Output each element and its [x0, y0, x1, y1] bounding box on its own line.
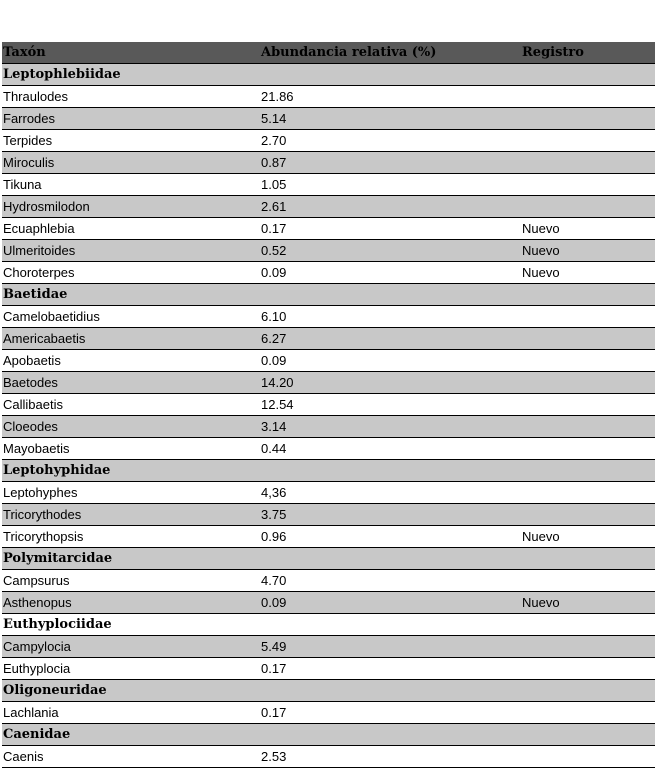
- table-row: [2, 174, 655, 196]
- family-row: [2, 548, 655, 570]
- taxon-cell: Asthenopus: [3, 595, 72, 610]
- abundance-cell: 0.09: [261, 265, 287, 280]
- abundance-cell: 2.70: [261, 133, 287, 148]
- table-row: [2, 108, 655, 130]
- abundance-cell: 5.49: [261, 639, 287, 654]
- taxon-cell: Choroterpes: [3, 265, 75, 280]
- abundance-cell: 0.96: [261, 529, 287, 544]
- abundance-cell: 0.87: [261, 155, 287, 170]
- table-row: [2, 526, 655, 548]
- taxon-cell: Oligoneuridae: [3, 683, 107, 698]
- taxon-cell: Mayobaetis: [3, 441, 70, 456]
- record-cell: Nuevo: [522, 529, 560, 544]
- family-row: [2, 64, 655, 86]
- taxon-cell: Leptophlebiidae: [3, 67, 121, 82]
- taxon-cell: Baetidae: [3, 287, 68, 302]
- table-row: [2, 438, 655, 460]
- abundance-cell: 0.44: [261, 441, 287, 456]
- table-row: [2, 328, 655, 350]
- abundance-table: [2, 42, 655, 768]
- taxon-cell: Miroculis: [3, 155, 55, 170]
- abundance-cell: 0.09: [261, 595, 287, 610]
- abundance-cell: 3.75: [261, 507, 287, 522]
- taxon-cell: Euthyplociidae: [3, 617, 112, 632]
- abundance-cell: 6.10: [261, 309, 287, 324]
- abundance-cell: 5.14: [261, 111, 287, 126]
- record-cell: Nuevo: [522, 265, 560, 280]
- table-row: [2, 218, 655, 240]
- table-body: [2, 64, 655, 768]
- abundance-cell: 0.17: [261, 221, 287, 236]
- table-row: [2, 306, 655, 328]
- taxon-cell: Terpides: [3, 133, 53, 148]
- taxon-cell: Cloeodes: [3, 419, 58, 434]
- family-row: [2, 614, 655, 636]
- family-row: [2, 724, 655, 746]
- taxon-cell: Callibaetis: [3, 397, 63, 412]
- header-abundance: Abundancia relativa (%): [261, 45, 437, 60]
- abundance-cell: 2.53: [261, 749, 287, 764]
- abundance-cell: 4,36: [261, 485, 287, 500]
- taxon-cell: Lachlania: [3, 705, 59, 720]
- abundance-cell: 0.52: [261, 243, 287, 258]
- record-cell: Nuevo: [522, 595, 560, 610]
- taxon-cell: Ecuaphlebia: [3, 221, 75, 236]
- family-row: [2, 680, 655, 702]
- abundance-cell: 0.09: [261, 353, 287, 368]
- abundance-cell: 12.54: [261, 397, 294, 412]
- family-row: [2, 284, 655, 306]
- abundance-cell: 1.05: [261, 177, 287, 192]
- table-row: [2, 702, 655, 724]
- taxon-cell: Euthyplocia: [3, 661, 71, 676]
- table-row: [2, 372, 655, 394]
- taxon-cell: Caenis: [3, 749, 44, 764]
- family-row: [2, 460, 655, 482]
- header-record: Registro: [522, 45, 584, 60]
- taxon-cell: Leptohyphes: [3, 485, 78, 500]
- table-row: [2, 592, 655, 614]
- table-row: [2, 570, 655, 592]
- table-row: [2, 130, 655, 152]
- table-row: [2, 196, 655, 218]
- record-cell: Nuevo: [522, 221, 560, 236]
- taxon-cell: Farrodes: [3, 111, 56, 126]
- taxon-cell: Caenidae: [3, 727, 71, 742]
- taxon-cell: Baetodes: [3, 375, 58, 390]
- abundance-cell: 2.61: [261, 199, 287, 214]
- taxon-cell: Americabaetis: [3, 331, 86, 346]
- abundance-cell: 21.86: [261, 89, 294, 104]
- table-row: [2, 240, 655, 262]
- table-row: [2, 416, 655, 438]
- header-taxon: Taxón: [3, 45, 46, 60]
- table-row: [2, 152, 655, 174]
- taxon-cell: Tikuna: [3, 177, 42, 192]
- abundance-cell: 14.20: [261, 375, 294, 390]
- taxon-cell: Polymitarcidae: [3, 551, 113, 566]
- table-row: [2, 394, 655, 416]
- table-row: [2, 746, 655, 768]
- taxon-cell: Campsurus: [3, 573, 70, 588]
- abundance-cell: 0.17: [261, 661, 287, 676]
- taxon-cell: Tricorythopsis: [3, 529, 84, 544]
- taxon-cell: Tricorythodes: [3, 507, 82, 522]
- taxon-cell: Apobaetis: [3, 353, 61, 368]
- table-row: [2, 86, 655, 108]
- record-cell: Nuevo: [522, 243, 560, 258]
- taxon-cell: Leptohyphidae: [3, 463, 111, 478]
- abundance-cell: 0.17: [261, 705, 287, 720]
- table-row: [2, 482, 655, 504]
- abundance-cell: 4.70: [261, 573, 287, 588]
- taxon-cell: Hydrosmilodon: [3, 199, 90, 214]
- taxon-cell: Ulmeritoides: [3, 243, 76, 258]
- taxon-cell: Camelobaetidius: [3, 309, 100, 324]
- taxon-cell: Thraulodes: [3, 89, 69, 104]
- abundance-cell: 3.14: [261, 419, 287, 434]
- table-row: [2, 350, 655, 372]
- table-row: [2, 636, 655, 658]
- abundance-cell: 6.27: [261, 331, 287, 346]
- table-row: [2, 658, 655, 680]
- table-row: [2, 262, 655, 284]
- table-header: [2, 42, 655, 64]
- taxon-cell: Campylocia: [3, 639, 71, 654]
- table-row: [2, 504, 655, 526]
